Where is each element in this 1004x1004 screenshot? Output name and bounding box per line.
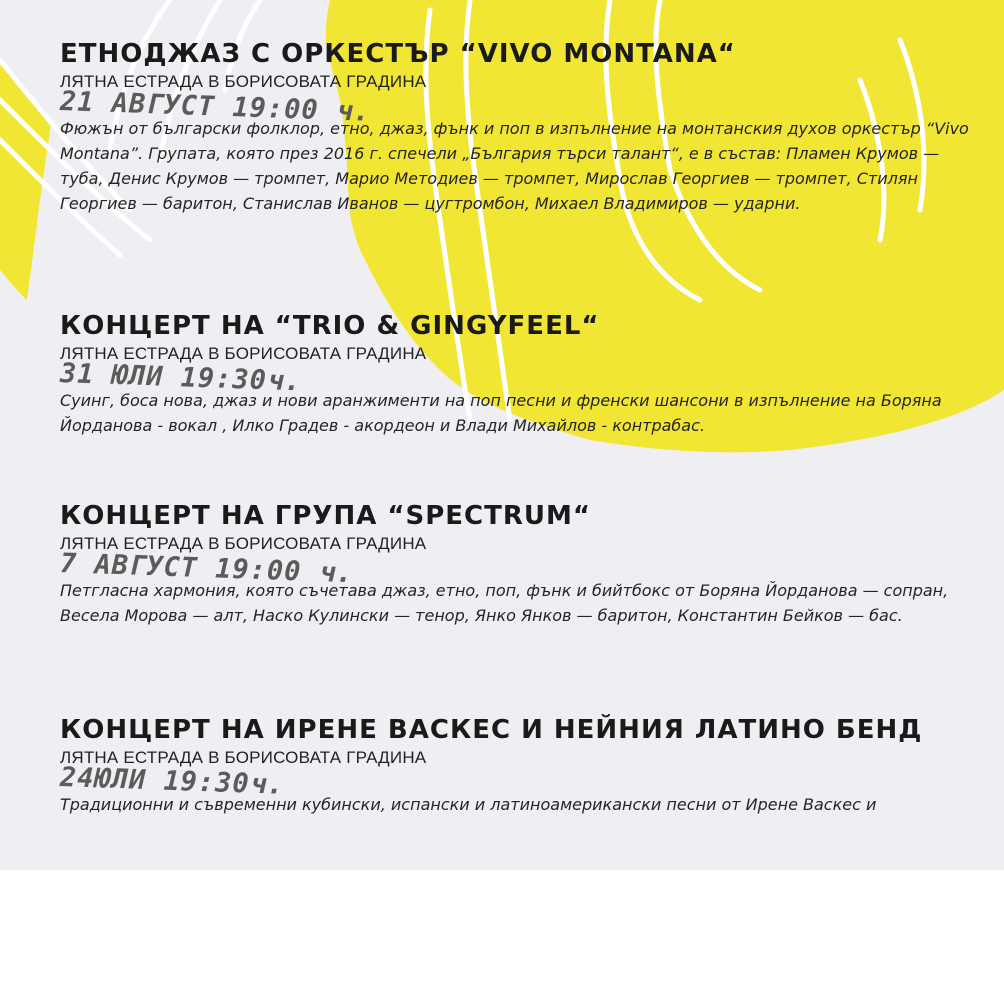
- event-title: КОНЦЕРТ НА ИРЕНЕ ВАСКЕС И НЕЙНИЯ ЛАТИНО БЕНД: [60, 715, 923, 745]
- event-description: Суинг, боса нова, джаз и нови аранжименти на поп песни и френски шансони в изпълнение на Боряна Йорданова - вокал , Илко Градев - акордеон и Влади Михайлов - контрабас.: [60, 391, 942, 435]
- event-description: Петгласна хармония, която съчетава джаз, етно, поп, фънк и бийтбокс от Боряна Йорданова — сопран, Весела Морова — алт, Наско Кулински — тенор, Янко Янков — баритон, Константин Бейков — бас.: [60, 581, 949, 625]
- event-venue: ЛЯТНА ЕСТРАДА В БОРИСОВАТА ГРАДИНА: [60, 534, 427, 553]
- event-venue: ЛЯТНА ЕСТРАДА В БОРИСОВАТА ГРАДИНА: [60, 344, 427, 363]
- event-title: ЕТНОДЖАЗ С ОРКЕСТЪР “VIVO MONTANA“: [60, 39, 736, 69]
- event-venue: ЛЯТНА ЕСТРАДА В БОРИСОВАТА ГРАДИНА: [60, 748, 427, 767]
- event-venue: ЛЯТНА ЕСТРАДА В БОРИСОВАТА ГРАДИНА: [60, 72, 427, 91]
- event-title: КОНЦЕРТ НА ГРУПА “SPECTRUM“: [60, 501, 591, 531]
- event-date: 24ЮЛИ 19:30ч.: [59, 762, 285, 801]
- event-spectrum: [60, 500, 970, 628]
- event-vivo-montana: [60, 38, 970, 216]
- event-date: 31 ЮЛИ 19:30ч.: [59, 358, 302, 398]
- event-date: 7 АВГУСТ 19:00 ч.: [59, 548, 354, 590]
- event-irene-vaskes: [60, 714, 970, 817]
- event-date: 21 АВГУСТ 19:00 ч.: [59, 86, 371, 128]
- event-trio-gingyfeel: [60, 310, 970, 438]
- event-description: Традиционни и съвременни кубински, испански и латиноамерикански песни от Ирене Васкес и: [60, 795, 877, 814]
- event-description: Фюжън от български фолклор, етно, джаз, фънк и поп в изпълнение на монтанския духов оркестър “Vivo Montana”. Групата, която през 2016 г. спечели „България търси талант“, е в състав: Пламен Крумов — туба, Денис Крумов — тромпет, Марио Методиев — тромпет, Мирослав Георгиев — тромпет, Стилян Георгиев — баритон, Станислав Иванов — цугтромбон, Михаел Владимиров — ударни.: [60, 119, 969, 213]
- event-title: КОНЦЕРТ НА “TRIO & GINGYFEEL“: [60, 311, 600, 341]
